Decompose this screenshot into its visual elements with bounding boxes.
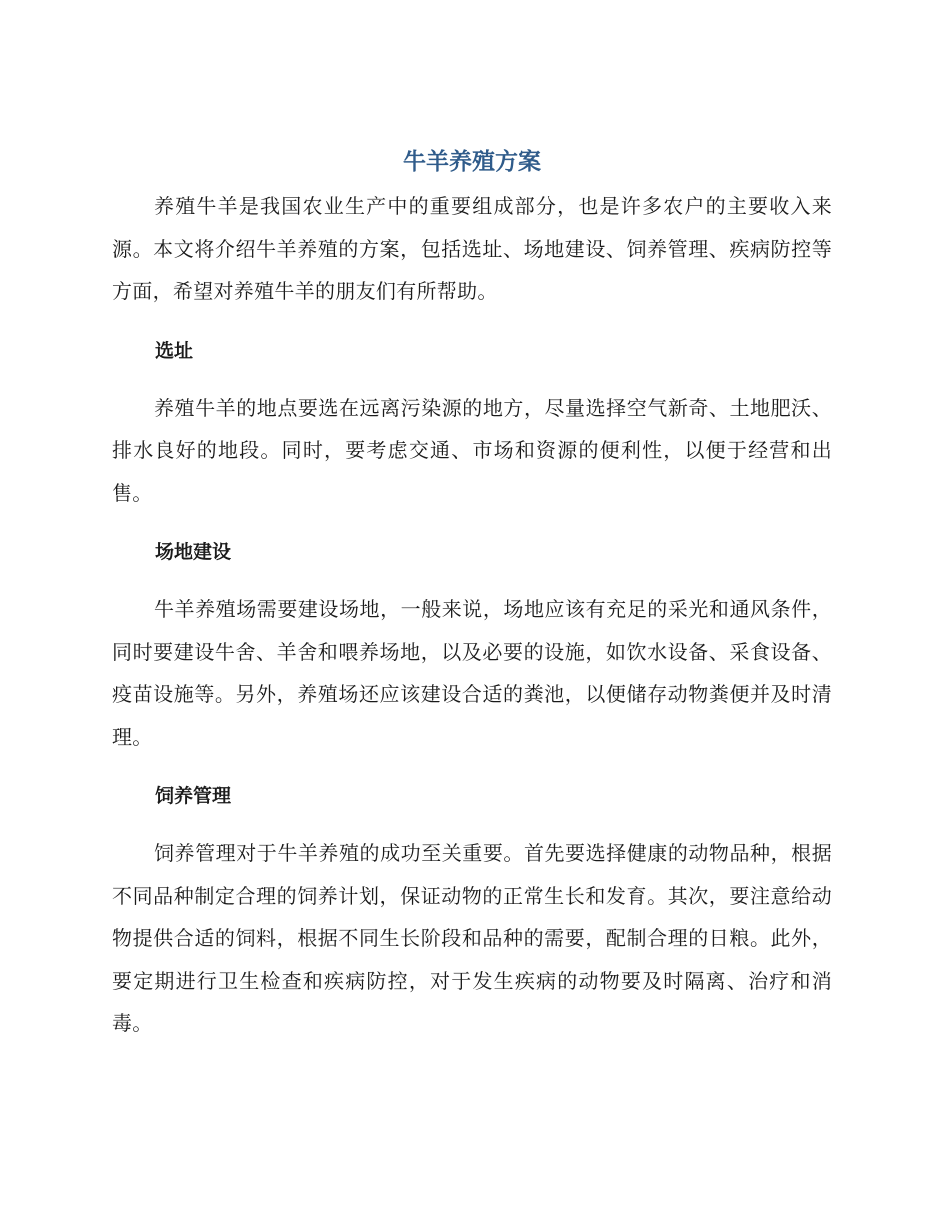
section-body: 饲养管理对于牛羊养殖的成功至关重要。首先要选择健康的动物品种，根据不同品种制定合理的饲养计划，保证动物的正常生长和发育。其次，要注意给动物提供合适的饲料，根据不同生长阶段和品种的需要，配制合理的日粮。此外，要定期进行卫生检查和疾病防控，对于发生疾病的动物要及时隔离、治疗和消毒。	[112, 841, 832, 1035]
section-site-selection	[112, 337, 832, 515]
document-title: 牛羊养殖方案	[403, 149, 541, 175]
section-body: 牛羊养殖场需要建设场地，一般来说，场地应该有充足的采光和通风条件，同时要建设牛舍、羊舍和喂养场地，以及必要的设施，如饮水设备、采食设备、疫苗设施等。另外，养殖场还应该建设合适的粪池，以便储存动物粪便并及时清理。	[112, 597, 832, 749]
section-body: 养殖牛羊的地点要选在远离污染源的地方，尽量选择空气新奇、土地肥沃、排水良好的地段。同时，要考虑交通、市场和资源的便利性，以便于经营和出售。	[112, 395, 832, 505]
intro-paragraph: 养殖牛羊是我国农业生产中的重要组成部分，也是许多农户的主要收入来源。本文将介绍牛羊养殖的方案，包括选址、场地建设、饲养管理、疾病防控等方面，希望对养殖牛羊的朋友们有所帮助。	[112, 194, 832, 303]
section-site-construction	[112, 538, 832, 758]
section-feeding-management	[112, 782, 832, 1045]
section-heading: 饲养管理	[155, 785, 232, 807]
section-heading: 选址	[155, 339, 194, 362]
document-page	[112, 145, 832, 1045]
section-heading: 场地建设	[155, 541, 232, 563]
